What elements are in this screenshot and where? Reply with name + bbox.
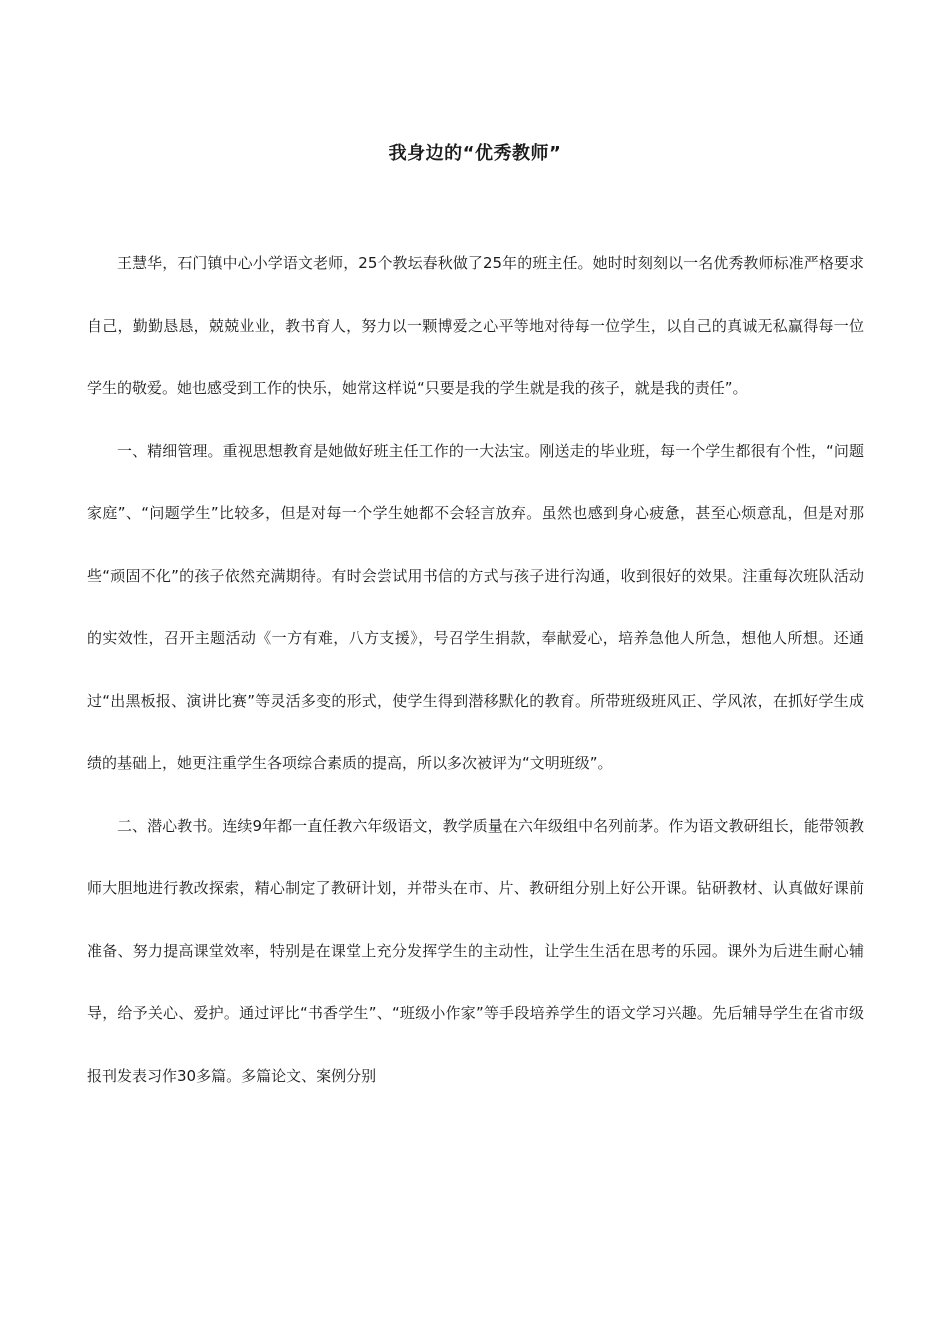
paragraph-management: 一、精细管理。重视思想教育是她做好班主任工作的一大法宝。刚送走的毕业班，每一个学生都很有个性，“问题家庭”、“问题学生”比较多，但是对每一个学生她都不会轻言放弃。虽然也感到身心疲惫，甚至心烦意乱，但是对那些“顽固不化”的孩子依然充满期待。有时会尝试用书信的方式与孩子进行沟通，收到很好的效果。注重每次班队活动的实效性，召开主题活动《一方有难，八方支援》，号召学生捐款，奉献爱心，培养急他人所急，想他人所想。还通过“出黑板报、演讲比赛”等灵活多变的形式，使学生得到潜移默化的教育。所带班级班风正、学风浓，在抓好学生成绩的基础上，她更注重学生各项综合素质的提高，所以多次被评为“文明班级”。 (87, 441, 864, 772)
document-body (87, 232, 864, 1107)
paragraph-teaching: 二、潜心教书。连续9年都一直任教六年级语文，教学质量在六年级组中名列前茅。作为语文教研组长，能带领教师大胆地进行教改探索，精心制定了教研计划，并带头在市、片、教研组分别上好公开课。钻研教材、认真做好课前准备、努力提高课堂效率，特别是在课堂上充分发挥学生的主动性，让学生生活在思考的乐园。课外为后进生耐心辅导，给予关心、爱护。通过评比“书香学生”、“班级小作家”等手段培养学生的语文学习兴趣。先后辅导学生在省市级报刊发表习作30多篇。多篇论文、案例分别 (87, 816, 864, 1085)
document-title: 我身边的“优秀教师” (388, 143, 562, 165)
paragraph-intro: 王慧华，石门镇中心小学语文老师，25个教坛春秋做了25年的班主任。她时时刻刻以一名优秀教师标准严格要求自己，勤勤恳恳，兢兢业业，教书育人，努力以一颗博爱之心平等地对待每一位学生，以自己的真诚无私赢得每一位学生的敬爱。她也感受到工作的快乐，她常这样说“只要是我的学生就是我的孩子，就是我的责任”。 (87, 254, 864, 397)
